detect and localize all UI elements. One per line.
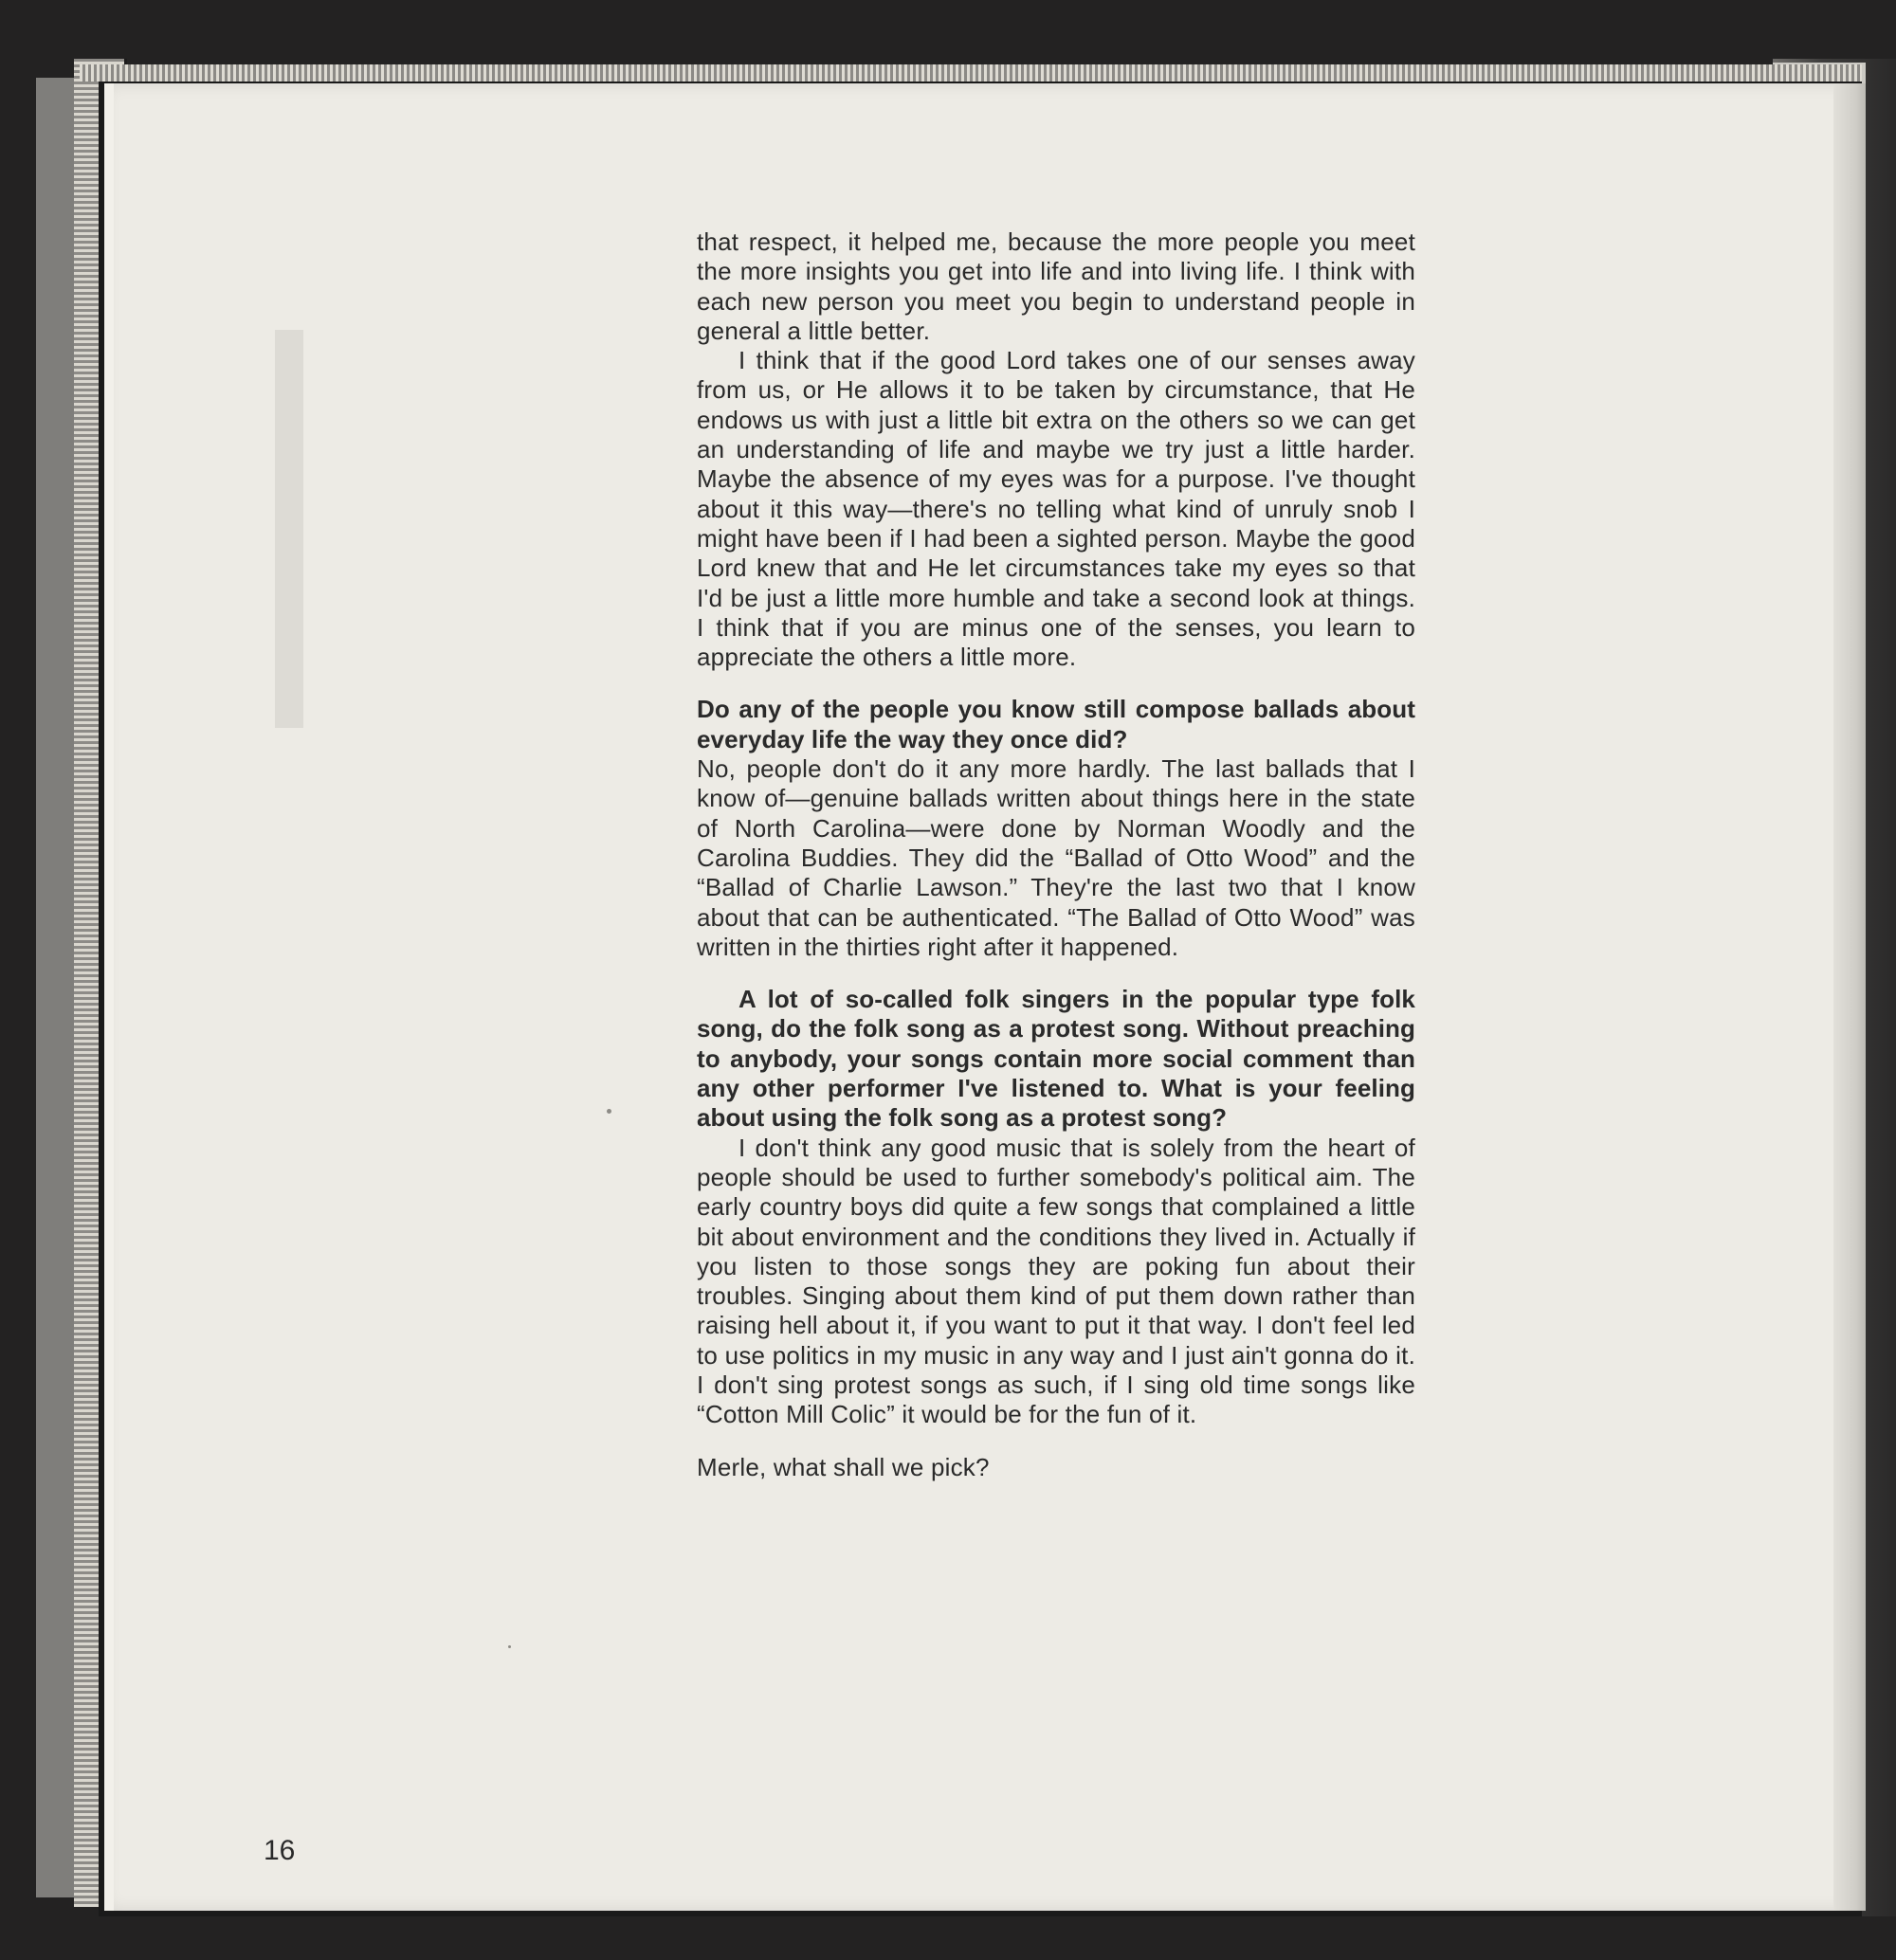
closing-line: Merle, what shall we pick? [697,1452,990,1481]
page-number: 16 [264,1835,296,1866]
interview-answer-protest: I don't think any good music that is solely from the heart of people should be used to further somebody's political aim. The early country boys did quite a few songs that complained a little bit about environment and the conditions they lived in. Actually if you listen to those songs they are poking fun about their troubles. Singing about them kind of put them down rather than raising hell about it, if you want to put it that way. I don't feel led to use politics in my music in any way and I just ain't gonna do it. I don't sing protest songs as such, if I sing old time songs like “Cotton Mill Colic” it would be for the fun of it. [697,1133,1415,1429]
paragraph-continued: that respect, it helped me, because the more people you meet the more insights you get into life and into living life. I think with each new person you meet you begin to understand people in general a little better. [697,227,1415,345]
interview-question-ballads: Do any of the people you know still compose ballads about everyday life the way they once did? [697,695,1415,753]
binding-strip-top [80,64,1862,82]
book-page [114,83,1866,1911]
interview-answer-ballads: No, people don't do it any more hardly. The last ballads that I know of—genuine ballads written about things here in the state of North Carolina—were done by Norman Woodly and the Carolina Buddies. They did the “Ballad of Otto Wood” and the “Ballad of Charlie Lawson.” They're the last two that I know about that can be authenticated. “The Ballad of Otto Wood” was written in the thirties right after it happened. [697,754,1415,961]
paper-speck [508,1645,511,1648]
page-curl-shadow [1833,83,1866,1911]
interview-text-column [697,227,1415,1482]
paper-speck [607,1109,611,1114]
show-through-mark [275,330,303,728]
paragraph-senses: I think that if the good Lord takes one of our senses away from us, or He allows it to be taken by circumstance, that He endows us with just a little bit extra on the others so we can get an understanding of life and maybe we try just a little harder. Maybe the absence of my eyes was for a purpose. I've thought about it this way—there's no telling what kind of unruly snob I might have been if I had been a sighted person. Maybe the good Lord knew that and He let circumstances take my eyes so that I'd be just a little more humble and take a second look at things. I think that if you are minus one of the senses, you learn to appreciate the others a little more. [697,346,1415,672]
interview-question-protest: A lot of so-called folk singers in the popular type folk song, do the folk song as a protest song. Without preaching to anybody, your songs contain more social comment than any other performer I've listened to. What is your feeling about using the folk song as a protest song? [697,985,1415,1133]
